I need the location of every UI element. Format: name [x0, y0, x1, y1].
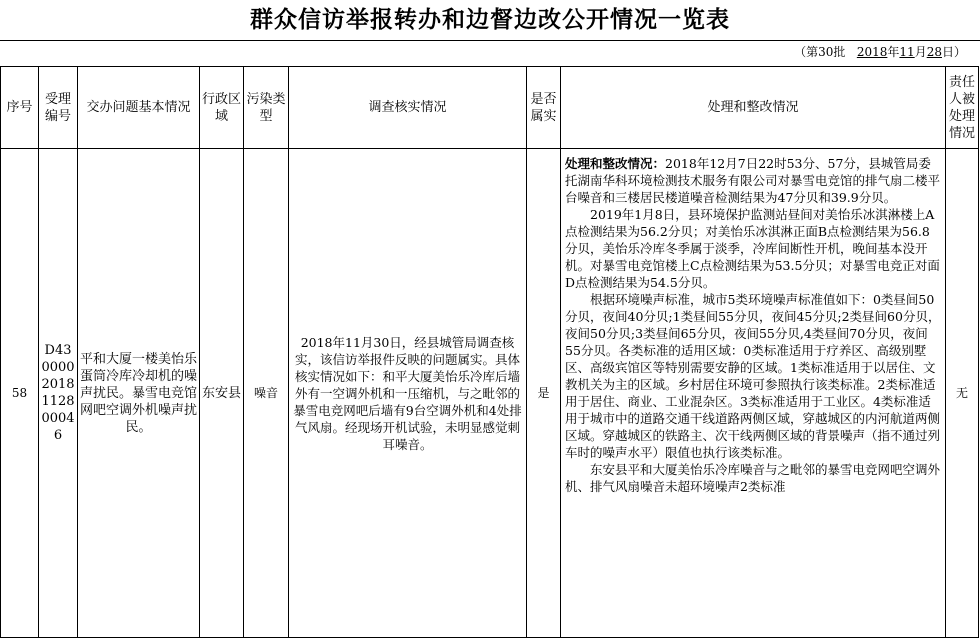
batch-month: 11	[899, 45, 915, 59]
header-problem[interactable]: 交办问题基本情况	[78, 67, 200, 149]
header-verified[interactable]: 是否属实	[527, 67, 561, 149]
batch-year: 2018	[856, 45, 888, 59]
cell-verified[interactable]: 是	[527, 149, 561, 638]
cell-handling[interactable]	[561, 149, 946, 638]
handling-text-1: 2018年12月7日22时53分、57分，县城管局委托湖南华科环境检测技术服务有限公司对暴雪电竞馆的排气扇二楼平台噪音和三楼居民楼道噪音检测结果为47分贝和39.9分贝。	[565, 156, 941, 205]
header-handling[interactable]: 处理和整改情况	[561, 67, 946, 149]
header-code[interactable]: 受理编号	[39, 67, 78, 149]
report-table	[0, 66, 979, 638]
header-seq[interactable]: 序号	[1, 67, 39, 149]
batch-year-suffix: 年	[887, 45, 900, 59]
batch-info	[794, 43, 966, 61]
handling-paragraph-4: 东安县平和大厦美怡乐冷库噪音与之毗邻的暴雪电竞网吧空调外机、排气风扇噪音未超环境噪声2类标准	[565, 462, 941, 494]
header-accountability[interactable]: 责任人被处理情况	[946, 67, 979, 149]
table-row	[1, 149, 979, 638]
header-survey[interactable]: 调查核实情况	[289, 67, 527, 149]
cell-survey[interactable]: 2018年11月30日，经县城管局调查核实，该信访举报件反映的问题属实。具体核实情况如下：和平大厦美怡乐冷库后墙外有一空调外机和一压缩机，与之毗邻的暴雪电竞网吧后墙有9台空调外机和4处排气风扇。经现场开机试验，未明显感觉刺耳噪音。	[289, 149, 527, 638]
batch-month-suffix: 月	[914, 45, 927, 59]
header-pollution[interactable]: 污染类型	[244, 67, 289, 149]
cell-pollution[interactable]: 噪音	[244, 149, 289, 638]
cell-seq[interactable]: 58	[1, 149, 39, 638]
handling-paragraph-3: 根据环境噪声标准，城市5类环境噪声标准值如下：0类昼间50分贝，夜间40分贝;1类昼间55分贝，夜间45分贝;2类昼间60分贝，夜间50分贝;3类昼间65分贝，夜间55分贝,4类昼间70分贝，夜间55分贝。各类标准的适用区域：0类标准适用于疗养区、高级别墅区、高级宾馆区等特别需要安静的区域。1类标准适用于以居住、文教机关为主的区域。乡村居住环境可参照执行该类标准。2类标准适用于居住、商业、工业混杂区。3类标准适用于工业区。4类标准适用于城市中的道路交通干线道路两侧区域，穿越城区的内河航道两侧区域。穿越城区的铁路主、次干线两侧区域的背景噪声（指不通过列车时的噪声水平）限值也执行该类标准。	[565, 292, 941, 460]
cell-code[interactable]: D4300002018112800046	[39, 149, 78, 638]
handling-label-colon: ：	[652, 156, 666, 171]
table-header-row	[1, 67, 979, 149]
batch-day: 28	[926, 45, 942, 59]
handling-paragraph-2: 2019年1月8日，县环境保护监测站昼间对美怡乐冰淇淋楼上A点检测结果为56.2分贝；对美怡乐冰淇淋正面B点检测结果为56.8分贝，美怡乐冷库冬季属于淡季，冷库间断性开机，晚间基本没开机。对暴雪电竞馆楼上C点检测结果为53.5分贝；对暴雪电竞正对面D点检测结果为54.5分贝。	[565, 207, 940, 290]
handling-label: 处理和整改情况	[565, 156, 653, 171]
cell-problem[interactable]: 平和大厦一楼美怡乐蛋筒冷库冷却机的噪声扰民。暴雪电竞馆网吧空调外机噪声扰民。	[78, 149, 200, 638]
cell-accountability[interactable]: 无	[946, 149, 979, 638]
header-region[interactable]: 行政区域	[200, 67, 244, 149]
handling-paragraph-1	[565, 155, 941, 206]
cell-region[interactable]: 东安县	[200, 149, 244, 638]
batch-day-suffix: 日）	[941, 45, 966, 59]
batch-number: （第30批	[794, 45, 846, 59]
page-title: 群众信访举报转办和边督边改公开情况一览表	[0, 0, 980, 41]
